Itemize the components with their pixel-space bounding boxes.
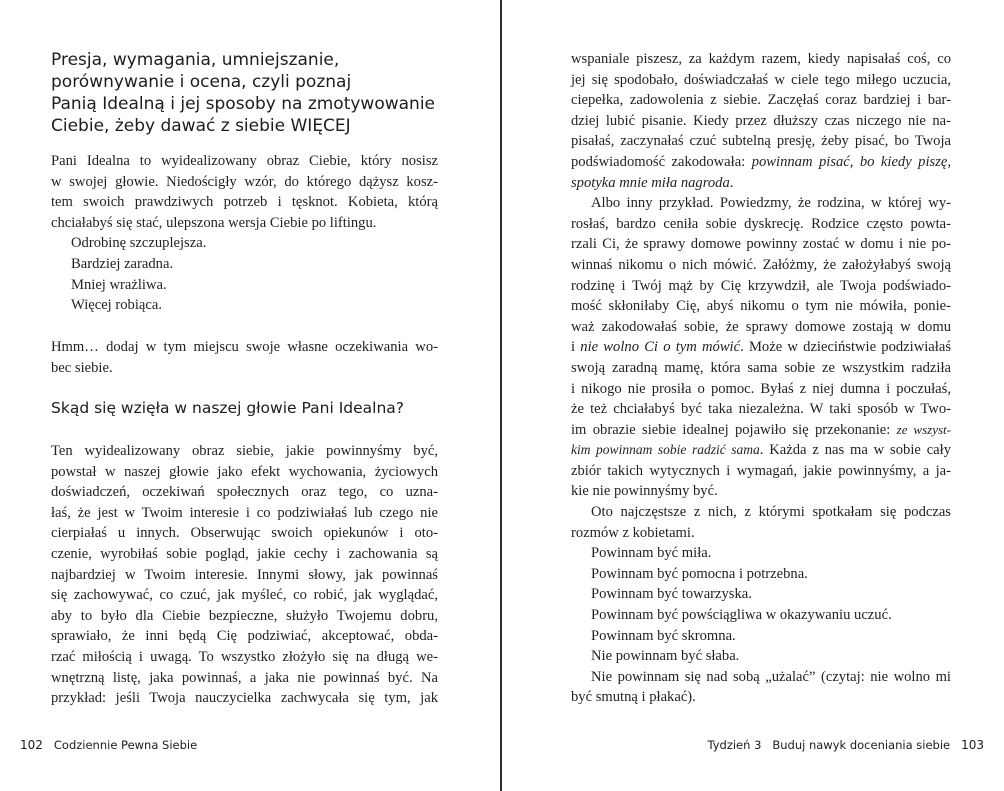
text-line: kie nie powinnyśmy być.	[571, 483, 718, 500]
text-run: . Każda z nas ma w sobie cały	[759, 442, 951, 459]
text-line: ciepełka, zadowolenia z siebie. Zaczęłaś coraz bardziej i bar-	[571, 92, 951, 109]
right-page	[502, 0, 1004, 791]
right-text-column	[571, 49, 951, 708]
list-item: Mniej wrażliwa.	[71, 276, 167, 293]
text-line: wnętrzną listę, jaka powinnaś, a jaka nie powinnaś być. Na	[51, 669, 438, 686]
text-run: im obrazie siebie idealnej pojawiło się przekonanie:	[571, 421, 897, 438]
italic-run: ze wszyst-	[896, 421, 951, 437]
section-subheading: Skąd się wzięła w naszej głowie Pani Idealna?	[51, 399, 404, 417]
book-title: Codziennie Pewna Siebie	[53, 738, 198, 752]
text-line: pisałaś, zaczynałaś czuć subtelną presję, żeby pisać, bo Twoja	[571, 133, 951, 150]
text-line: jej się spodobało, doświadczałaś w ciele tego miłego uczucia,	[571, 71, 951, 88]
page-number: 102	[20, 738, 43, 752]
text-line	[571, 440, 951, 461]
heading-line: porównywanie i ocena, czyli poznaj	[51, 72, 352, 92]
text-line	[571, 337, 951, 358]
text-line: rosłaś, bardzo ceniła sobie dyskrecję. Rodzice często powta-	[571, 215, 951, 232]
list-item: Nie powinnam się nad sobą „użalać” (czytaj: nie wolno mi	[591, 668, 951, 685]
chapter-heading	[51, 49, 471, 137]
text-line: doświadczeń, oczekiwań społecznych oraz tego, co uzna-	[51, 484, 438, 501]
italic-run: kim powinnam sobie radzić sama	[571, 442, 760, 458]
italic-run: spotyka mnie miła nagroda	[571, 174, 730, 191]
section-label: Tydzień 3	[707, 738, 762, 752]
text-line: i nikogo nie prosiła o pomoc. Byłaś z niej dumna i poczułaś,	[571, 380, 951, 397]
text-line: Ten wyidealizowany obraz siebie, jakie powinnyśmy być,	[51, 443, 438, 459]
text-line: Albo inny przykład. Powiedzmy, że rodzina, w której wy-	[591, 195, 951, 212]
list-item: Powinnam być pomocna i potrzebna.	[591, 565, 808, 582]
heading-line: Ciebie, żeby dawać z siebie WIĘCEJ	[51, 116, 351, 136]
left-page	[0, 0, 500, 791]
text-line	[571, 420, 951, 441]
text-line: aby to było dla Ciebie bezpieczne, służyło Twojemu dobru,	[51, 607, 438, 624]
text-line: winnaś nikomu o nich mówić. Załóżmy, że założyłabyś swoją	[571, 256, 951, 273]
text-line: chciałabyś się stać, ulepszona wersja Ciebie po liftingu.	[51, 214, 377, 231]
text-line: przykład: jeśli Twoja nauczycielka zachwycała się tym, jak	[51, 690, 438, 707]
text-line: rzali Ci, że sprawy domowe powinny zostać w domu i nie po-	[571, 236, 951, 253]
right-footer	[707, 738, 984, 752]
text-line: najbardziej w Twoim interesie. Innymi słowy, jak powinnaś	[51, 566, 438, 583]
text-run: podświadomość zakodowała:	[571, 153, 752, 170]
heading-line: Panią Idealną i jej sposoby na zmotywowanie	[51, 94, 436, 114]
prompt-paragraph	[51, 337, 438, 378]
list-item: Odrobinę szczuplejsza.	[71, 235, 207, 252]
section-title: Buduj nawyk doceniania siebie	[772, 738, 951, 752]
text-line: Hmm… dodaj w tym miejscu swoje własne oczekiwania wo-	[51, 339, 438, 355]
list-item: Więcej robiąca.	[71, 297, 162, 314]
text-line: łaś, że jest w Twoim interesie i co podziwiałaś lub czego nie	[51, 504, 438, 521]
text-line: dziej lubić pisanie. Kiedy przez dłuższy czas niczego nie na-	[571, 112, 951, 129]
text-line: rozmów z kobietami.	[571, 524, 695, 541]
text-line: zbiór takich wytycznych i wymagań, jakie powinnyśmy, a ja-	[571, 462, 951, 479]
text-line: w swojej głowie. Niedościgły wzór, do którego dążysz kosz-	[51, 173, 438, 190]
italic-run: nie wolno Ci o tym mówić	[580, 339, 741, 356]
text-line: bec siebie.	[51, 359, 113, 376]
origin-paragraph	[51, 441, 438, 709]
text-line: powstał w naszej głowie jako efekt wychowania, życiowych	[51, 463, 438, 480]
text-line: tem swoich prawdziwych potrzeb i tęsknot. Kobieta, którą	[51, 194, 438, 211]
intro-paragraph	[51, 151, 438, 316]
italic-run: powinnam pisać, bo kiedy piszę,	[751, 153, 951, 170]
text-line: swoją zaradną mamę, która sama sobie ze wszystkim radziła	[571, 359, 951, 376]
text-line: waż zakodowałaś sobie, że sprawy domowe zostają w domu	[571, 318, 951, 335]
text-line: cierpiałaś u innych. Obserwując swoich opiekunów i oto-	[51, 525, 438, 542]
list-item: Powinnam być powściągliwa w okazywaniu uczuć.	[591, 607, 892, 624]
text-line: że też chciałabyś być taka niezależna. W taki sposób w Two-	[571, 401, 951, 418]
list-item: Powinnam być miła.	[591, 545, 712, 562]
text-line: się zachowywać, co czuć, jak myśleć, co robić, jak wyglądać,	[51, 587, 438, 604]
list-item: być smutną i płakać).	[571, 689, 696, 706]
text-line: Pani Idealna to wyidealizowany obraz Ciebie, który nosisz	[51, 153, 438, 169]
text-line: wspaniale piszesz, za każdym razem, kiedy napisałaś coś, co	[571, 51, 951, 67]
list-item: Powinnam być towarzyska.	[591, 586, 752, 603]
text-line: sprawiało, że inni będą Cię podziwiać, akceptować, obda-	[51, 628, 438, 645]
text-line: rzać miłością i uwagą. To wszystko złożyło się na długą we-	[51, 648, 438, 665]
text-run: i	[571, 339, 581, 356]
text-line: czenie, wyrobiłaś sobie pogląd, jakie cechy i zachowania są	[51, 545, 438, 562]
list-item: Powinnam być skromna.	[591, 627, 736, 644]
list-item: Bardziej zaradna.	[71, 255, 174, 272]
page-number: 103	[961, 738, 984, 752]
text-line	[571, 152, 951, 173]
left-footer	[20, 738, 197, 752]
text-run: . Może w dzieciństwie podziwiałaś	[740, 339, 951, 356]
list-item: Nie powinnam być słaba.	[591, 648, 740, 665]
text-line: Oto najczęstsze z nich, z którymi spotkałam się podczas	[591, 504, 951, 521]
heading-line: Presja, wymagania, umniejszanie,	[51, 50, 340, 70]
text-line: rodzinę i Twój mąż by Cię krzywdził, ale Twoja podświado-	[571, 277, 951, 294]
text-run: .	[729, 174, 734, 191]
text-line: mość skłoniłaby Cię, abyś nikomu o tym nie mówiła, ponie-	[571, 298, 951, 315]
text-line	[571, 173, 951, 194]
